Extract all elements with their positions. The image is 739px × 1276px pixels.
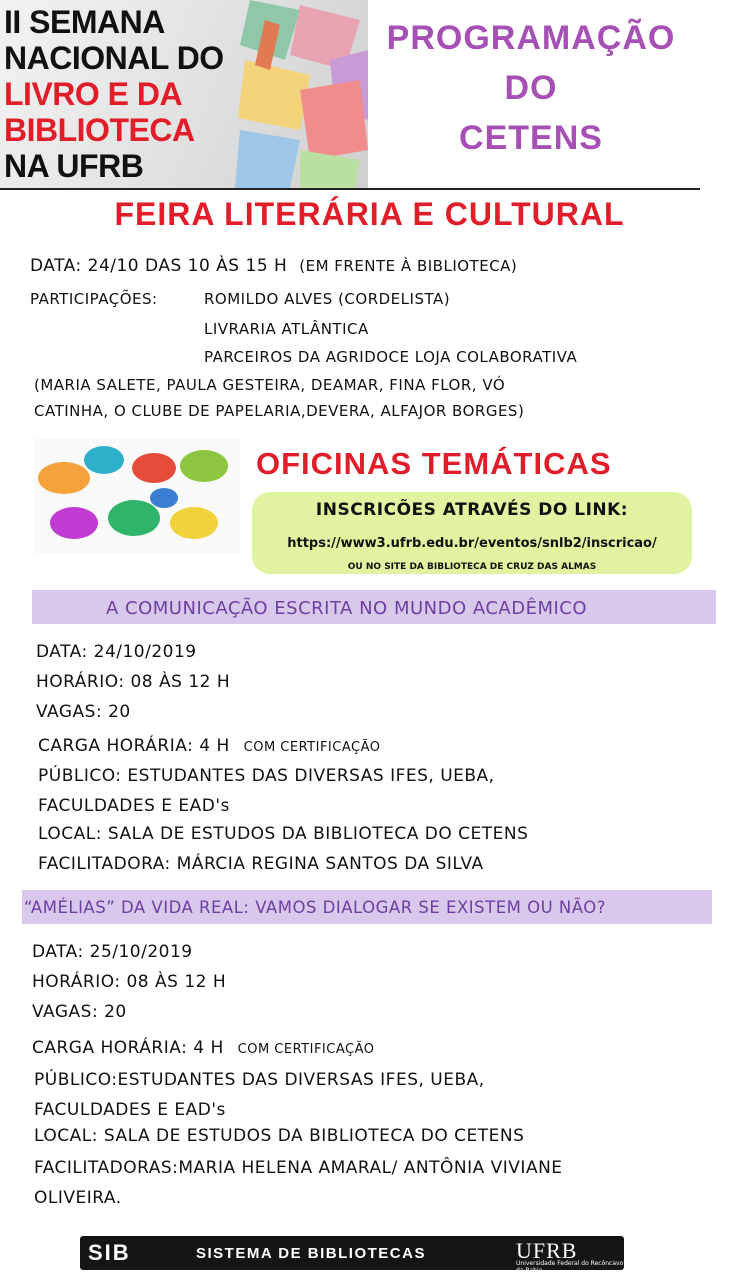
workshop-1-time: HORÁRIO: 08 ÀS 12 H <box>36 672 231 692</box>
workshop-2-title: “AMÉLIAS” DA VIDA REAL: VAMOS DIALOGAR SE EXISTEM OU NÃO? <box>24 898 606 917</box>
participacao-1: ROMILDO ALVES (CORDELISTA) <box>204 290 451 308</box>
programacao-line-2: DO <box>504 69 558 107</box>
inscricoes-note: OU NO SITE DA BIBLIOTECA DE CRUZ DAS ALMAS <box>347 562 597 572</box>
workshop-1-cert: COM CERTIFICAÇÃO <box>243 740 381 755</box>
workshop-2-facilitadoras-2: OLIVEIRA. <box>34 1188 122 1208</box>
workshop-2-facilitadoras: FACILITADORAS:MARIA HELENA AMARAL/ ANTÔNIA VIVIANE <box>34 1158 563 1178</box>
participacao-5: CATINHA, O CLUBE DE PAPELARIA,DEVERA, ALFAJOR BORGES) <box>34 402 525 420</box>
inscricoes-link[interactable]: https://www3.ufrb.edu.br/eventos/snlb2/inscricao/ <box>287 536 657 551</box>
participacao-4: (MARIA SALETE, PAULA GESTEIRA, DEAMAR, FINA FLOR, VÓ <box>34 376 506 394</box>
colorful-hands-image <box>34 438 240 554</box>
banner-line-2: NACIONAL DO <box>4 40 224 76</box>
feira-title: FEIRA LITERÁRIA E CULTURAL <box>114 196 625 232</box>
participacao-2: LIVRARIA ATLÂNTICA <box>204 320 369 338</box>
feira-date-note: (EM FRENTE À BIBLIOTECA) <box>299 257 518 275</box>
workshop-2-publico: PÚBLICO:ESTUDANTES DAS DIVERSAS IFES, UEBA, <box>34 1070 485 1090</box>
banner-line-4: BIBLIOTECA <box>4 112 195 148</box>
participacoes-label: PARTICIPAÇÕES: <box>30 290 158 308</box>
workshop-1-carga <box>38 736 380 756</box>
workshop-2-carga-text: CARGA HORÁRIA: 4 H <box>32 1038 224 1058</box>
workshop-1-facilitadora: FACILITADORA: MÁRCIA REGINA SANTOS DA SILVA <box>38 854 484 874</box>
workshop-1-publico-2: FACULDADES E EAD's <box>38 796 230 816</box>
workshop-1-local: LOCAL: SALA DE ESTUDOS DA BIBLIOTECA DO CETENS <box>38 824 529 844</box>
feira-date <box>30 256 517 276</box>
workshop-2-time: HORÁRIO: 08 ÀS 12 H <box>32 972 227 992</box>
programacao-line-1: PROGRAMAÇÃO <box>386 19 676 57</box>
workshop-1-publico: PÚBLICO: ESTUDANTES DAS DIVERSAS IFES, UEBA, <box>38 766 495 786</box>
event-banner <box>0 0 368 188</box>
header-divider <box>0 188 700 190</box>
ufrb-logo: UFRB <box>516 1238 578 1263</box>
sib-logo: SIB <box>88 1240 131 1265</box>
feira-date-text: DATA: 24/10 DAS 10 ÀS 15 H <box>30 256 288 276</box>
workshop-1-vagas: VAGAS: 20 <box>36 702 131 722</box>
workshop-2-carga <box>32 1038 374 1058</box>
programacao-line-3: CETENS <box>459 119 603 157</box>
workshop-2-title-bar <box>22 890 712 924</box>
workshop-1-title: A COMUNICAÇÃO ESCRITA NO MUNDO ACADÊMICO <box>106 598 588 619</box>
participacao-3: PARCEIROS DA AGRIDOCE LOJA COLABORATIVA <box>204 348 578 366</box>
workshop-1-date: DATA: 24/10/2019 <box>36 642 197 662</box>
workshop-2-local: LOCAL: SALA DE ESTUDOS DA BIBLIOTECA DO CETENS <box>34 1126 525 1146</box>
banner-line-3: LIVRO E DA <box>4 76 183 112</box>
ufrb-subtitle: Universidade Federal do Recôncavo da Bahia <box>516 1260 624 1274</box>
footer-logo-bar <box>80 1236 624 1274</box>
workshop-2-publico-2: FACULDADES E EAD's <box>34 1100 226 1120</box>
workshop-2-date: DATA: 25/10/2019 <box>32 942 193 962</box>
workshop-1-carga-text: CARGA HORÁRIA: 4 H <box>38 736 230 756</box>
workshop-1-title-bar <box>32 590 716 624</box>
banner-line-1: II SEMANA <box>4 4 165 40</box>
inscricoes-box <box>252 492 692 574</box>
inscricoes-title: INSCRICÕES ATRAVÉS DO LINK: <box>315 500 629 520</box>
banner-line-5: NA UFRB <box>4 148 144 184</box>
workshop-2-cert: COM CERTIFICAÇÃO <box>237 1042 375 1057</box>
sistema-de-bibliotecas: SISTEMA DE BIBLIOTECAS <box>196 1245 426 1262</box>
oficinas-title: OFICINAS TEMÁTICAS <box>256 446 612 481</box>
workshop-2-vagas: VAGAS: 20 <box>32 1002 127 1022</box>
